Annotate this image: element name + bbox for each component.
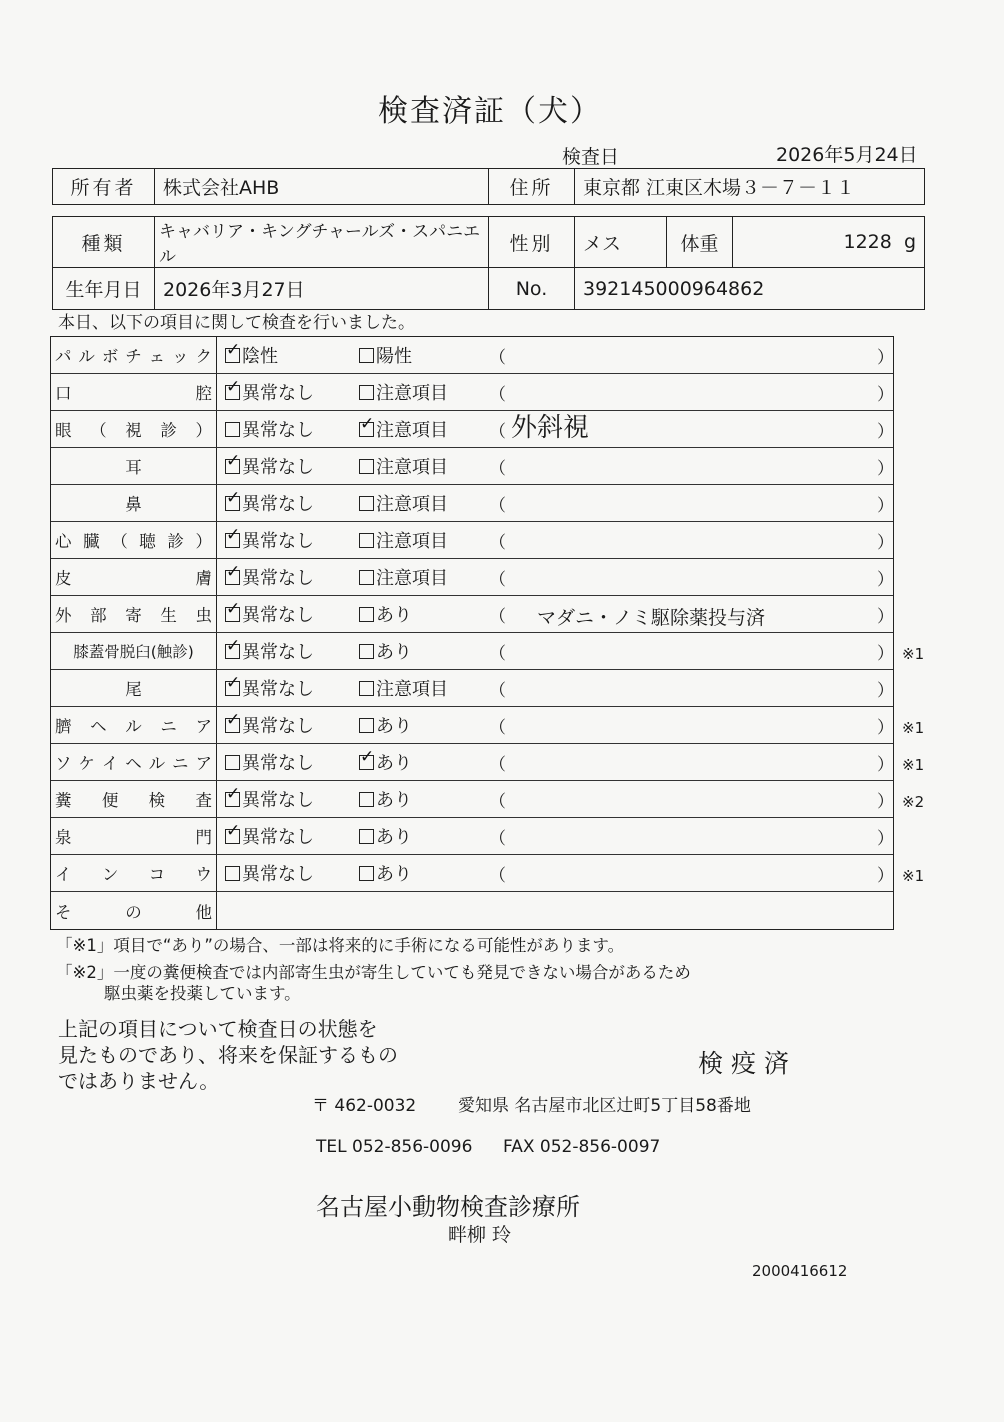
quarantine-stamp: 検 疫 済 <box>698 1049 789 1078</box>
checkbox[interactable] <box>359 422 374 437</box>
option-normal <box>225 485 314 521</box>
paren-close: ） <box>877 680 894 701</box>
address-label: 住所 <box>489 169 575 205</box>
checkbox[interactable] <box>225 866 240 881</box>
checklist-row <box>51 596 893 633</box>
option-attention <box>359 781 412 817</box>
checklist-category <box>51 633 217 669</box>
category-char: 膝蓋骨脱臼(触診) <box>73 643 194 661</box>
checklist-category <box>51 522 217 558</box>
option-label: 異常なし <box>242 383 314 404</box>
category-char: ル <box>125 717 142 736</box>
paren-open: （ <box>489 754 506 775</box>
category-char: 便 <box>101 791 119 810</box>
checkbox[interactable] <box>359 866 374 881</box>
option-attention <box>359 670 448 706</box>
category-char: ヘ <box>90 717 107 736</box>
checkbox[interactable] <box>225 459 240 474</box>
checkbox[interactable] <box>359 644 374 659</box>
option-label: あり <box>376 790 412 811</box>
option-label: 異常なし <box>242 420 314 441</box>
category-char: イ <box>55 865 72 884</box>
checklist-row <box>51 485 893 522</box>
option-label: あり <box>376 642 412 663</box>
option-label: 異常なし <box>242 494 314 515</box>
checklist-category <box>51 855 217 891</box>
paren-close: ） <box>877 532 894 553</box>
option-normal <box>225 818 314 854</box>
checklist-category <box>51 744 217 780</box>
category-char: パ <box>55 347 72 366</box>
checklist-row <box>51 633 925 670</box>
paren-open: （ <box>489 791 506 812</box>
paren-open: （ <box>489 532 506 553</box>
address-value: 東京都 江東区木場３－７－１１ <box>575 169 925 205</box>
paren-open: （ <box>489 384 506 405</box>
birth-label: 生年月日 <box>53 268 155 310</box>
category-char: ボ <box>101 347 119 366</box>
option-normal <box>225 633 314 669</box>
option-normal <box>225 744 314 780</box>
veterinarian-name: 畔柳 玲 <box>448 1224 512 1246</box>
checkbox[interactable] <box>225 533 240 548</box>
checkbox[interactable] <box>225 607 240 622</box>
option-label: 注意項目 <box>376 679 448 700</box>
option-normal <box>225 707 314 743</box>
category-char: 鼻 <box>125 495 142 514</box>
checkbox[interactable] <box>225 718 240 733</box>
weight-label: 体重 <box>667 217 733 268</box>
paren-close: ） <box>877 347 894 368</box>
checkbox[interactable] <box>225 385 240 400</box>
category-char: 検 <box>148 791 166 810</box>
paren-open: （ <box>489 495 506 516</box>
category-char: ニ <box>160 717 177 736</box>
option-attention <box>359 411 448 447</box>
category-char: ル <box>78 347 95 366</box>
checkbox[interactable] <box>359 792 374 807</box>
option-attention <box>359 559 448 595</box>
footnote-mark: ※1 <box>902 756 925 774</box>
category-char: ッ <box>172 347 189 366</box>
clinic-fax: FAX 052-856-0097 <box>503 1137 661 1157</box>
checkbox[interactable] <box>225 644 240 659</box>
category-char: 臓 <box>83 532 100 551</box>
category-char: 泉 <box>55 828 72 847</box>
category-char: 生 <box>160 606 177 625</box>
category-char: ウ <box>195 865 212 884</box>
paren-close: ） <box>877 421 894 442</box>
breed-value: キャバリア・キングチャールズ・スパニエル <box>155 217 489 268</box>
option-label: 注意項目 <box>376 457 448 478</box>
checklist-row <box>51 781 925 818</box>
checkbox[interactable] <box>225 348 240 363</box>
category-char: 外 <box>55 606 72 625</box>
pet-table <box>52 216 925 310</box>
paren-open: （ <box>489 458 506 479</box>
paren-close: ） <box>877 569 894 590</box>
category-char: 聴 <box>139 532 156 551</box>
checkbox[interactable] <box>225 422 240 437</box>
checkbox[interactable] <box>359 533 374 548</box>
footnote-1: 「※1」項目で“あり”の場合、一部は将来的に手術になる可能性があります。 <box>56 936 625 955</box>
paren-open: （ <box>489 717 506 738</box>
checkbox[interactable] <box>359 829 374 844</box>
category-char: ソ <box>55 754 72 773</box>
category-char: チ <box>125 347 142 366</box>
paren-close: ） <box>877 865 894 886</box>
category-char: 虫 <box>195 606 212 625</box>
option-attention <box>359 633 412 669</box>
option-normal <box>225 670 314 706</box>
checkbox[interactable] <box>359 570 374 585</box>
paren-open: （ <box>489 828 506 849</box>
paren-close: ） <box>877 606 894 627</box>
checklist-category <box>51 707 217 743</box>
option-label: あり <box>376 716 412 737</box>
paren-close: ） <box>877 828 894 849</box>
category-char: （ <box>90 421 107 440</box>
document-number: 2000416612 <box>752 1262 848 1280</box>
option-label: あり <box>376 864 412 885</box>
option-normal <box>225 596 314 632</box>
checkbox[interactable] <box>359 718 374 733</box>
option-attention <box>359 448 448 484</box>
intro-text: 本日、以下の項目に関して検査を行いました。 <box>58 313 415 333</box>
birth-value: 2026年3月27日 <box>155 268 489 310</box>
option-label: 異常なし <box>242 716 314 737</box>
category-char: 皮 <box>55 569 72 588</box>
option-label: 注意項目 <box>376 568 448 589</box>
checklist-category <box>51 818 217 854</box>
category-char: イ <box>101 754 119 773</box>
option-label: 異常なし <box>242 531 314 552</box>
category-char: 心 <box>55 532 72 551</box>
breed-label: 種類 <box>53 217 155 268</box>
category-char: ア <box>195 717 212 736</box>
checkbox[interactable] <box>225 496 240 511</box>
paren-open: （ <box>489 569 506 590</box>
disclaimer-line3: ではありません。 <box>58 1069 220 1093</box>
paren-close: ） <box>877 384 894 405</box>
checklist-category <box>51 374 217 410</box>
category-char: 眼 <box>55 421 72 440</box>
checkbox[interactable] <box>359 755 374 770</box>
paren-close: ） <box>877 754 894 775</box>
option-normal <box>225 559 314 595</box>
checkbox[interactable] <box>225 792 240 807</box>
checklist-category <box>51 596 217 632</box>
checklist-row <box>51 892 893 929</box>
checklist-note: 外斜視 <box>511 412 590 443</box>
paren-open: （ <box>489 421 506 442</box>
option-label: 異常なし <box>242 605 314 626</box>
category-char: 部 <box>90 606 107 625</box>
paren-open: （ <box>489 865 506 886</box>
category-char: 視 <box>125 421 142 440</box>
category-char: ニ <box>172 754 189 773</box>
category-char: そ <box>55 902 72 922</box>
category-char: の <box>125 902 142 922</box>
checklist-category <box>51 892 217 929</box>
checklist-note: マダニ・ノミ駆除薬投与済 <box>537 606 766 629</box>
checkbox[interactable] <box>359 348 374 363</box>
clinic-tel: TEL 052-856-0096 <box>316 1137 473 1157</box>
paren-open: （ <box>489 643 506 664</box>
checklist-row <box>51 522 893 559</box>
category-char: 糞 <box>55 791 72 810</box>
checklist-row <box>51 855 925 892</box>
checkbox[interactable] <box>359 385 374 400</box>
category-char: ） <box>195 421 212 440</box>
option-label: 異常なし <box>242 679 314 700</box>
paren-open: （ <box>489 680 506 701</box>
footnote-mark: ※2 <box>902 793 925 811</box>
disclaimer-line2: 見たものであり、将来を保証するもの <box>58 1043 398 1067</box>
category-char: ル <box>148 754 166 773</box>
clinic-address: 愛知県 名古屋市北区辻町5丁目58番地 <box>458 1096 751 1116</box>
option-label: 注意項目 <box>376 531 448 552</box>
sex-label: 性別 <box>489 217 575 268</box>
option-label: 陽性 <box>376 346 412 367</box>
checklist-row <box>51 374 893 411</box>
category-char: （ <box>111 532 128 551</box>
no-value: 392145000964862 <box>575 268 925 310</box>
checkbox[interactable] <box>359 607 374 622</box>
category-char: 査 <box>195 791 212 810</box>
category-char: 寄 <box>125 606 142 625</box>
checklist-row <box>51 707 925 744</box>
option-label: あり <box>376 827 412 848</box>
option-label: 異常なし <box>242 642 314 663</box>
footnote-mark: ※1 <box>902 645 925 663</box>
category-char: コ <box>148 865 166 884</box>
inspection-date-label: 検査日 <box>562 146 620 168</box>
checklist-category <box>51 448 217 484</box>
category-char: ア <box>195 754 212 773</box>
checkbox[interactable] <box>359 681 374 696</box>
checkbox[interactable] <box>225 829 240 844</box>
paren-close: ） <box>877 717 894 738</box>
weight-unit: g <box>903 231 916 253</box>
option-normal <box>225 781 314 817</box>
clinic-postal: 〒 462-0032 <box>312 1096 417 1116</box>
category-char: 臍 <box>55 717 72 736</box>
option-label: 異常なし <box>242 568 314 589</box>
option-label: 注意項目 <box>376 420 448 441</box>
category-char: ン <box>101 865 119 884</box>
checkbox[interactable] <box>225 755 240 770</box>
sex-value: メス <box>575 217 667 268</box>
category-char: 他 <box>195 902 212 922</box>
checklist-row <box>51 670 893 707</box>
option-label: 陰性 <box>242 346 278 367</box>
checkbox[interactable] <box>225 681 240 696</box>
checklist-row <box>51 448 893 485</box>
paren-close: ） <box>877 458 894 479</box>
weight-value: 1228 <box>843 231 892 253</box>
checklist-category <box>51 781 217 817</box>
weight-cell <box>733 217 925 268</box>
category-char: 膚 <box>195 569 212 588</box>
category-char: ） <box>195 532 212 551</box>
option-label: 注意項目 <box>376 494 448 515</box>
option-attention <box>359 337 412 373</box>
option-label: 注意項目 <box>376 383 448 404</box>
checkbox[interactable] <box>359 459 374 474</box>
category-char: 尾 <box>125 680 142 699</box>
owner-label: 所有者 <box>53 169 155 205</box>
option-normal <box>225 522 314 558</box>
checklist-row <box>51 818 893 855</box>
checklist-row <box>51 337 893 374</box>
checkbox[interactable] <box>359 496 374 511</box>
option-attention <box>359 596 412 632</box>
category-char: ヘ <box>125 754 142 773</box>
footnote-mark: ※1 <box>902 867 925 885</box>
category-char: 腔 <box>195 384 212 403</box>
owner-value: 株式会社AHB <box>155 169 489 205</box>
footnote-2-line2: 駆虫薬を投薬しています。 <box>104 984 301 1003</box>
clinic-name: 名古屋小動物検査診療所 <box>316 1193 580 1221</box>
option-attention <box>359 374 448 410</box>
option-label: 異常なし <box>242 827 314 848</box>
checklist-category <box>51 485 217 521</box>
option-label: 異常なし <box>242 753 314 774</box>
option-normal <box>225 337 278 373</box>
document-title: 検査済証（犬） <box>378 94 602 129</box>
option-normal <box>225 448 314 484</box>
option-label: 異常なし <box>242 790 314 811</box>
category-char: 診 <box>160 421 177 440</box>
paren-open: （ <box>489 347 506 368</box>
disclaimer-line1: 上記の項目について検査日の状態を <box>58 1017 378 1041</box>
no-label: No. <box>489 268 575 310</box>
option-attention <box>359 522 448 558</box>
option-normal <box>225 374 314 410</box>
paren-close: ） <box>877 495 894 516</box>
checklist-row <box>51 559 893 596</box>
footnote-mark: ※1 <box>902 719 925 737</box>
checklist-row <box>51 744 925 781</box>
checkbox[interactable] <box>225 570 240 585</box>
checklist-category <box>51 670 217 706</box>
checklist-category <box>51 559 217 595</box>
option-attention <box>359 744 412 780</box>
option-label: 異常なし <box>242 457 314 478</box>
category-char: ク <box>195 347 212 366</box>
owner-table <box>52 168 925 205</box>
inspection-date-value: 2026年5月24日 <box>776 144 918 166</box>
category-char: 診 <box>167 532 184 551</box>
category-char: ケ <box>78 754 95 773</box>
option-label: あり <box>376 753 412 774</box>
option-attention <box>359 818 412 854</box>
checklist <box>50 336 925 930</box>
option-label: 異常なし <box>242 864 314 885</box>
category-char: 口 <box>55 384 72 403</box>
option-normal <box>225 855 314 891</box>
checklist-category <box>51 337 217 373</box>
checklist-row <box>51 411 893 448</box>
option-attention <box>359 855 412 891</box>
option-label: あり <box>376 605 412 626</box>
option-attention <box>359 485 448 521</box>
category-char: ェ <box>148 347 166 366</box>
category-char: 耳 <box>125 458 142 477</box>
paren-open: （ <box>489 606 506 627</box>
paren-close: ） <box>877 791 894 812</box>
option-attention <box>359 707 412 743</box>
checklist-category <box>51 411 217 447</box>
category-char: 門 <box>195 828 212 847</box>
paren-close: ） <box>877 643 894 664</box>
option-normal <box>225 411 314 447</box>
footnote-2-line1: 「※2」一度の糞便検査では内部寄生虫が寄生していても発見できない場合があるため <box>56 963 691 982</box>
